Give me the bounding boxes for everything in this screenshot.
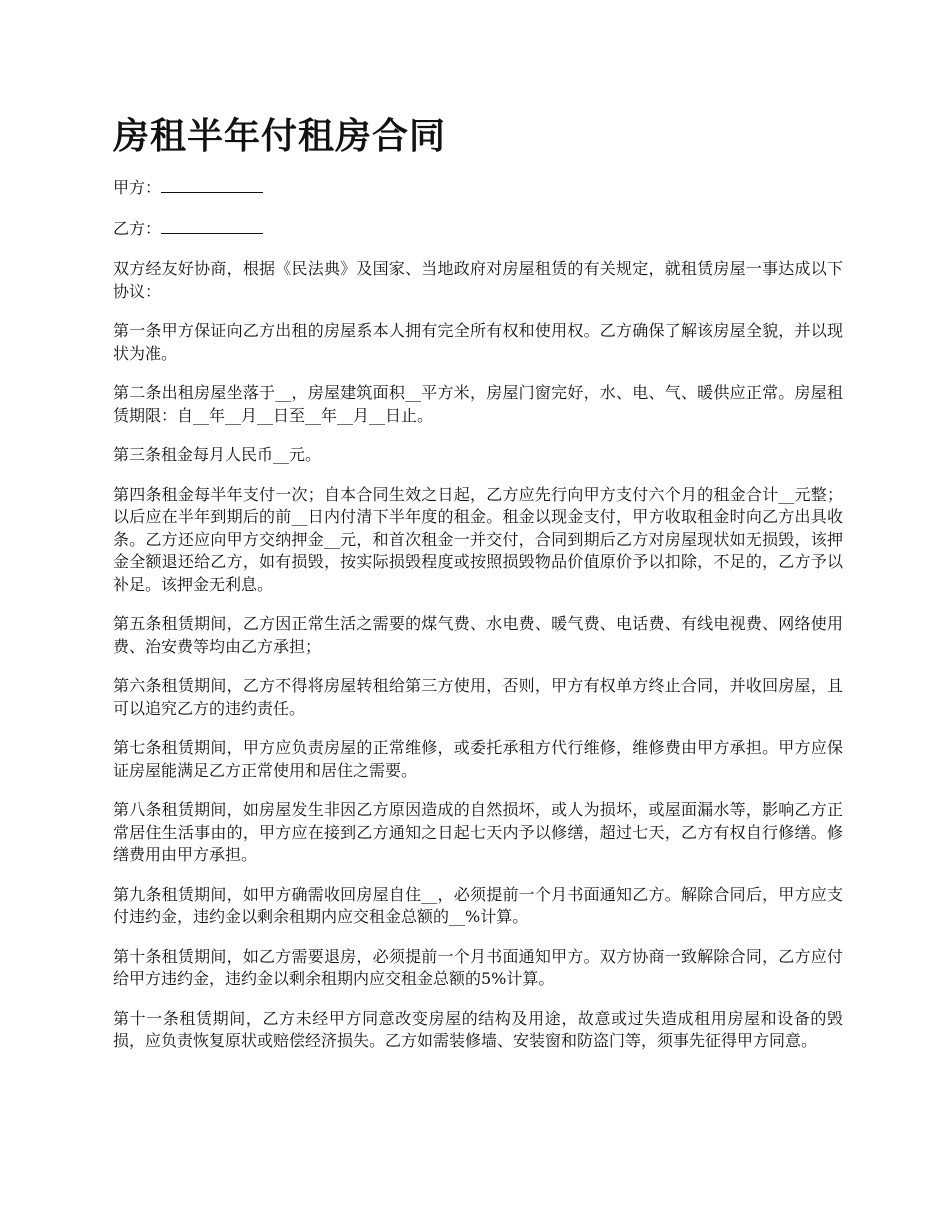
document-title: 房租半年付租房合同 — [113, 115, 447, 157]
party-b-label: 乙方： — [113, 219, 162, 238]
intro-paragraph: 双方经友好协商，根据《民法典》及国家、当地政府对房屋租赁的有关规定，就租赁房屋一事达成以下协议： — [113, 259, 843, 301]
clause-10: 第十条租赁期间，如乙方需要退房，必须提前一个月书面通知甲方。双方协商一致解除合同，乙方应付给甲方违约金，违约金以剩余租期内应交租金总额的5%计算。 — [113, 946, 843, 988]
clause-5: 第五条租赁期间，乙方因正常生活之需要的煤气费、水电费、暖气费、电话费、有线电视费、网络使用费、治安费等均由乙方承担； — [113, 614, 843, 656]
contract-page — [113, 108, 843, 1070]
clause-6: 第六条租赁期间，乙方不得将房屋转租给第三方使用，否则，甲方有权单方终止合同，并收回房屋，且可以追究乙方的违约责任。 — [113, 676, 843, 718]
clause-1: 第一条甲方保证向乙方出租的房屋系本人拥有完全所有权和使用权。乙方确保了解该房屋全貌，并以现状为准。 — [113, 321, 843, 363]
clause-2: 第二条出租房屋坐落于__，房屋建筑面积__平方米，房屋门窗完好，水、电、气、暖供应正常。房屋租赁期限：自__年__月__日至__年__月__日止。 — [113, 383, 843, 425]
party-b-blank — [161, 217, 263, 234]
party-a-line — [113, 176, 843, 200]
clause-11: 第十一条租赁期间，乙方未经甲方同意改变房屋的结构及用途，故意或过失造成租用房屋和设备的毁损，应负责恢复原状或赔偿经济损失。乙方如需装修墙、安装窗和防盗门等，须事先征得甲方同意。 — [113, 1008, 843, 1050]
clause-9: 第九条租赁期间，如甲方确需收回房屋自住__，必须提前一个月书面通知乙方。解除合同后，甲方应支付违约金，违约金以剩余租期内应交租金总额的__%计算。 — [113, 884, 843, 926]
party-b-line — [113, 217, 843, 241]
clause-3: 第三条租金每月人民币__元。 — [113, 445, 322, 464]
clause-8: 第八条租赁期间，如房屋发生非因乙方原因造成的自然损坏，或人为损坏，或屋面漏水等，影响乙方正常居住生活事由的，甲方应在接到乙方通知之日起七天内予以修缮，超过七天，乙方有权自行修缮。修缮费用由甲方承担。 — [113, 800, 843, 864]
party-a-label: 甲方： — [113, 178, 162, 197]
clause-4: 第四条租金每半年支付一次；自本合同生效之日起，乙方应先行向甲方支付六个月的租金合计__元整；以后应在半年到期后的前__日内付清下半年度的租金。租金以现金支付，甲方收取租金时向乙方出具收条。乙方还应向甲方交纳押金__元，和首次租金一并交付，合同到期后乙方对房屋现状如无损毁，该押金全额退还给乙方，如有损毁，按实际损毁程度或按照损毁物品价值原价予以扣除，不足的，乙方予以补足。该押金无利息。 — [113, 484, 843, 594]
clause-7: 第七条租赁期间，甲方应负责房屋的正常维修，或委托承租方代行维修，维修费由甲方承担。甲方应保证房屋能满足乙方正常使用和居住之需要。 — [113, 738, 843, 780]
party-a-blank — [161, 176, 263, 193]
